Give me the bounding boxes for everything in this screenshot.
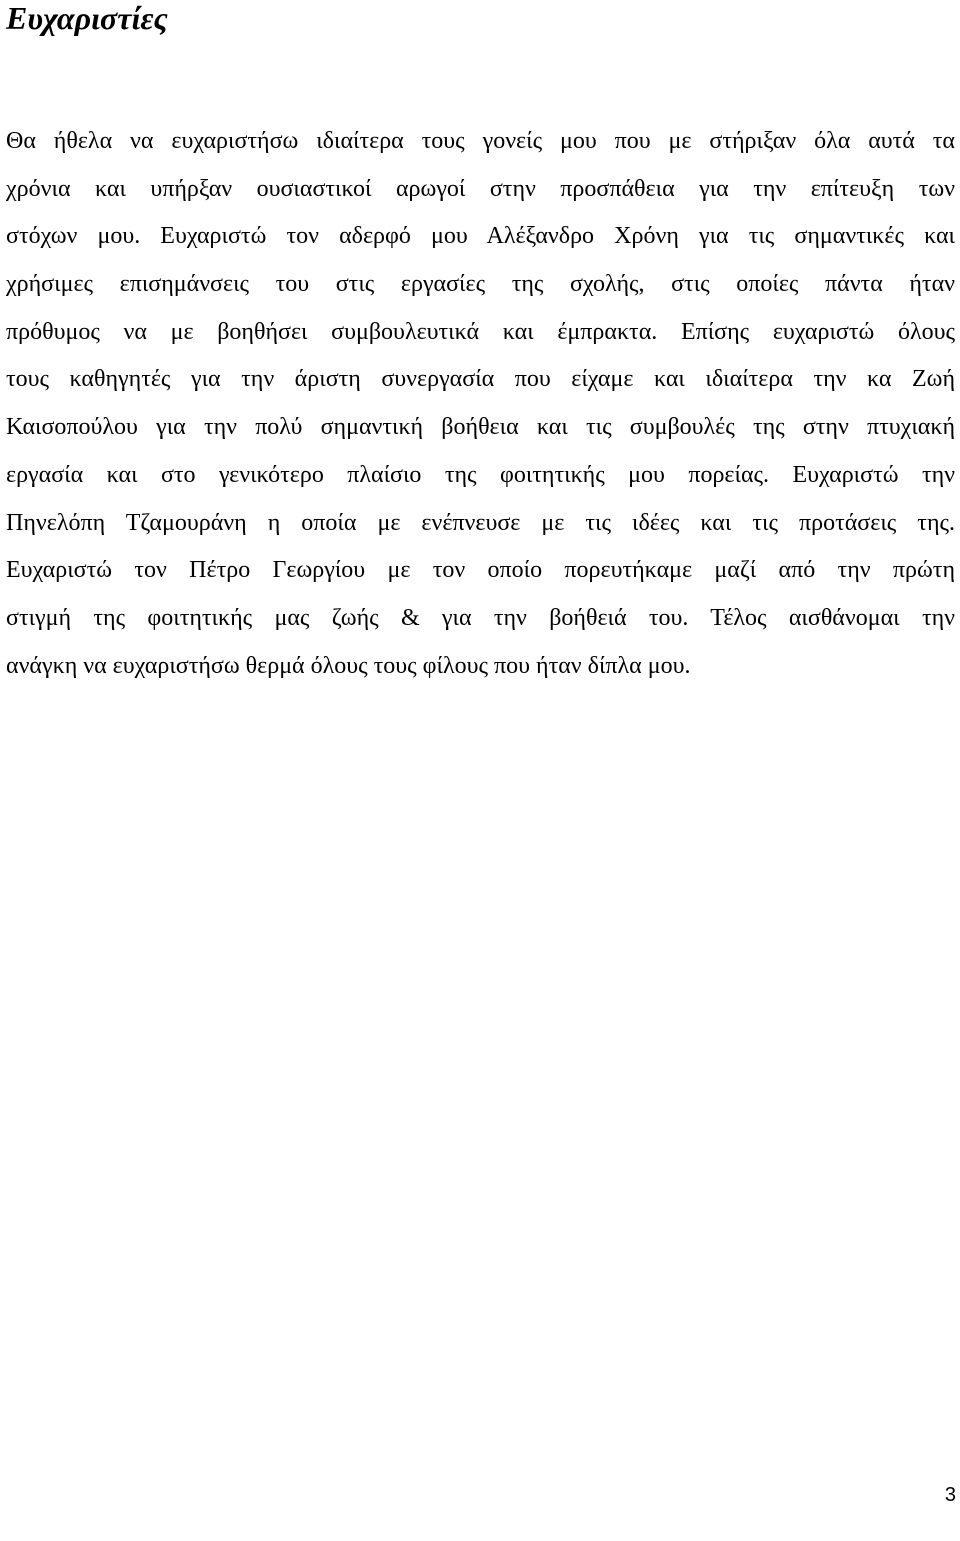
paragraph-line: τους καθηγητές για την άριστη συνεργασία που είχαμε και ιδιαίτερα την κα Ζωή <box>6 366 955 393</box>
paragraph-line: χρήσιμες επισημάνσεις του στις εργασίες της σχολής, στις οποίες πάντα ήταν <box>6 271 955 298</box>
paragraph-line: στόχων μου. Ευχαριστώ τον αδερφό μου Αλέξανδρο Χρόνη για τις σημαντικές και <box>6 223 955 250</box>
paragraph-line: Πηνελόπη Τζαμουράνη η οποία με ενέπνευσε με τις ιδέες και τις προτάσεις της. <box>6 509 955 536</box>
paragraph-line: Καισοπούλου για την πολύ σημαντική βοήθεια και τις συμβουλές της στην πτυχιακή <box>6 414 955 441</box>
paragraph-line: Θα ήθελα να ευχαριστήσω ιδιαίτερα τους γονείς μου που με στήριξαν όλα αυτά τα <box>6 128 955 154</box>
paragraph-line: χρόνια και υπήρξαν ουσιαστικοί αρωγοί στην προσπάθεια για την επίτευξη των <box>6 175 955 202</box>
paragraph-line: στιγμή της φοιτητικής μας ζωής & για την βοήθειά του. Τέλος αισθάνομαι την <box>6 604 955 631</box>
page-title: Ευχαριστίες <box>6 0 168 36</box>
paragraph-line: πρόθυμος να με βοηθήσει συμβουλευτικά και έμπρακτα. Επίσης ευχαριστώ όλους <box>6 318 955 345</box>
acknowledgements-paragraph <box>6 118 955 690</box>
page-number: 3 <box>944 1484 956 1506</box>
paragraph-line: ανάγκη να ευχαριστήσω θερμά όλους τους φίλους που ήταν δίπλα μου. <box>6 652 691 679</box>
paragraph-line: Ευχαριστώ τον Πέτρο Γεωργίου με τον οποίο πορευτήκαμε μαζί από την πρώτη <box>6 557 955 584</box>
paragraph-line: εργασία και στο γενικότερο πλαίσιο της φοιτητικής μου πορείας. Ευχαριστώ την <box>6 461 955 488</box>
